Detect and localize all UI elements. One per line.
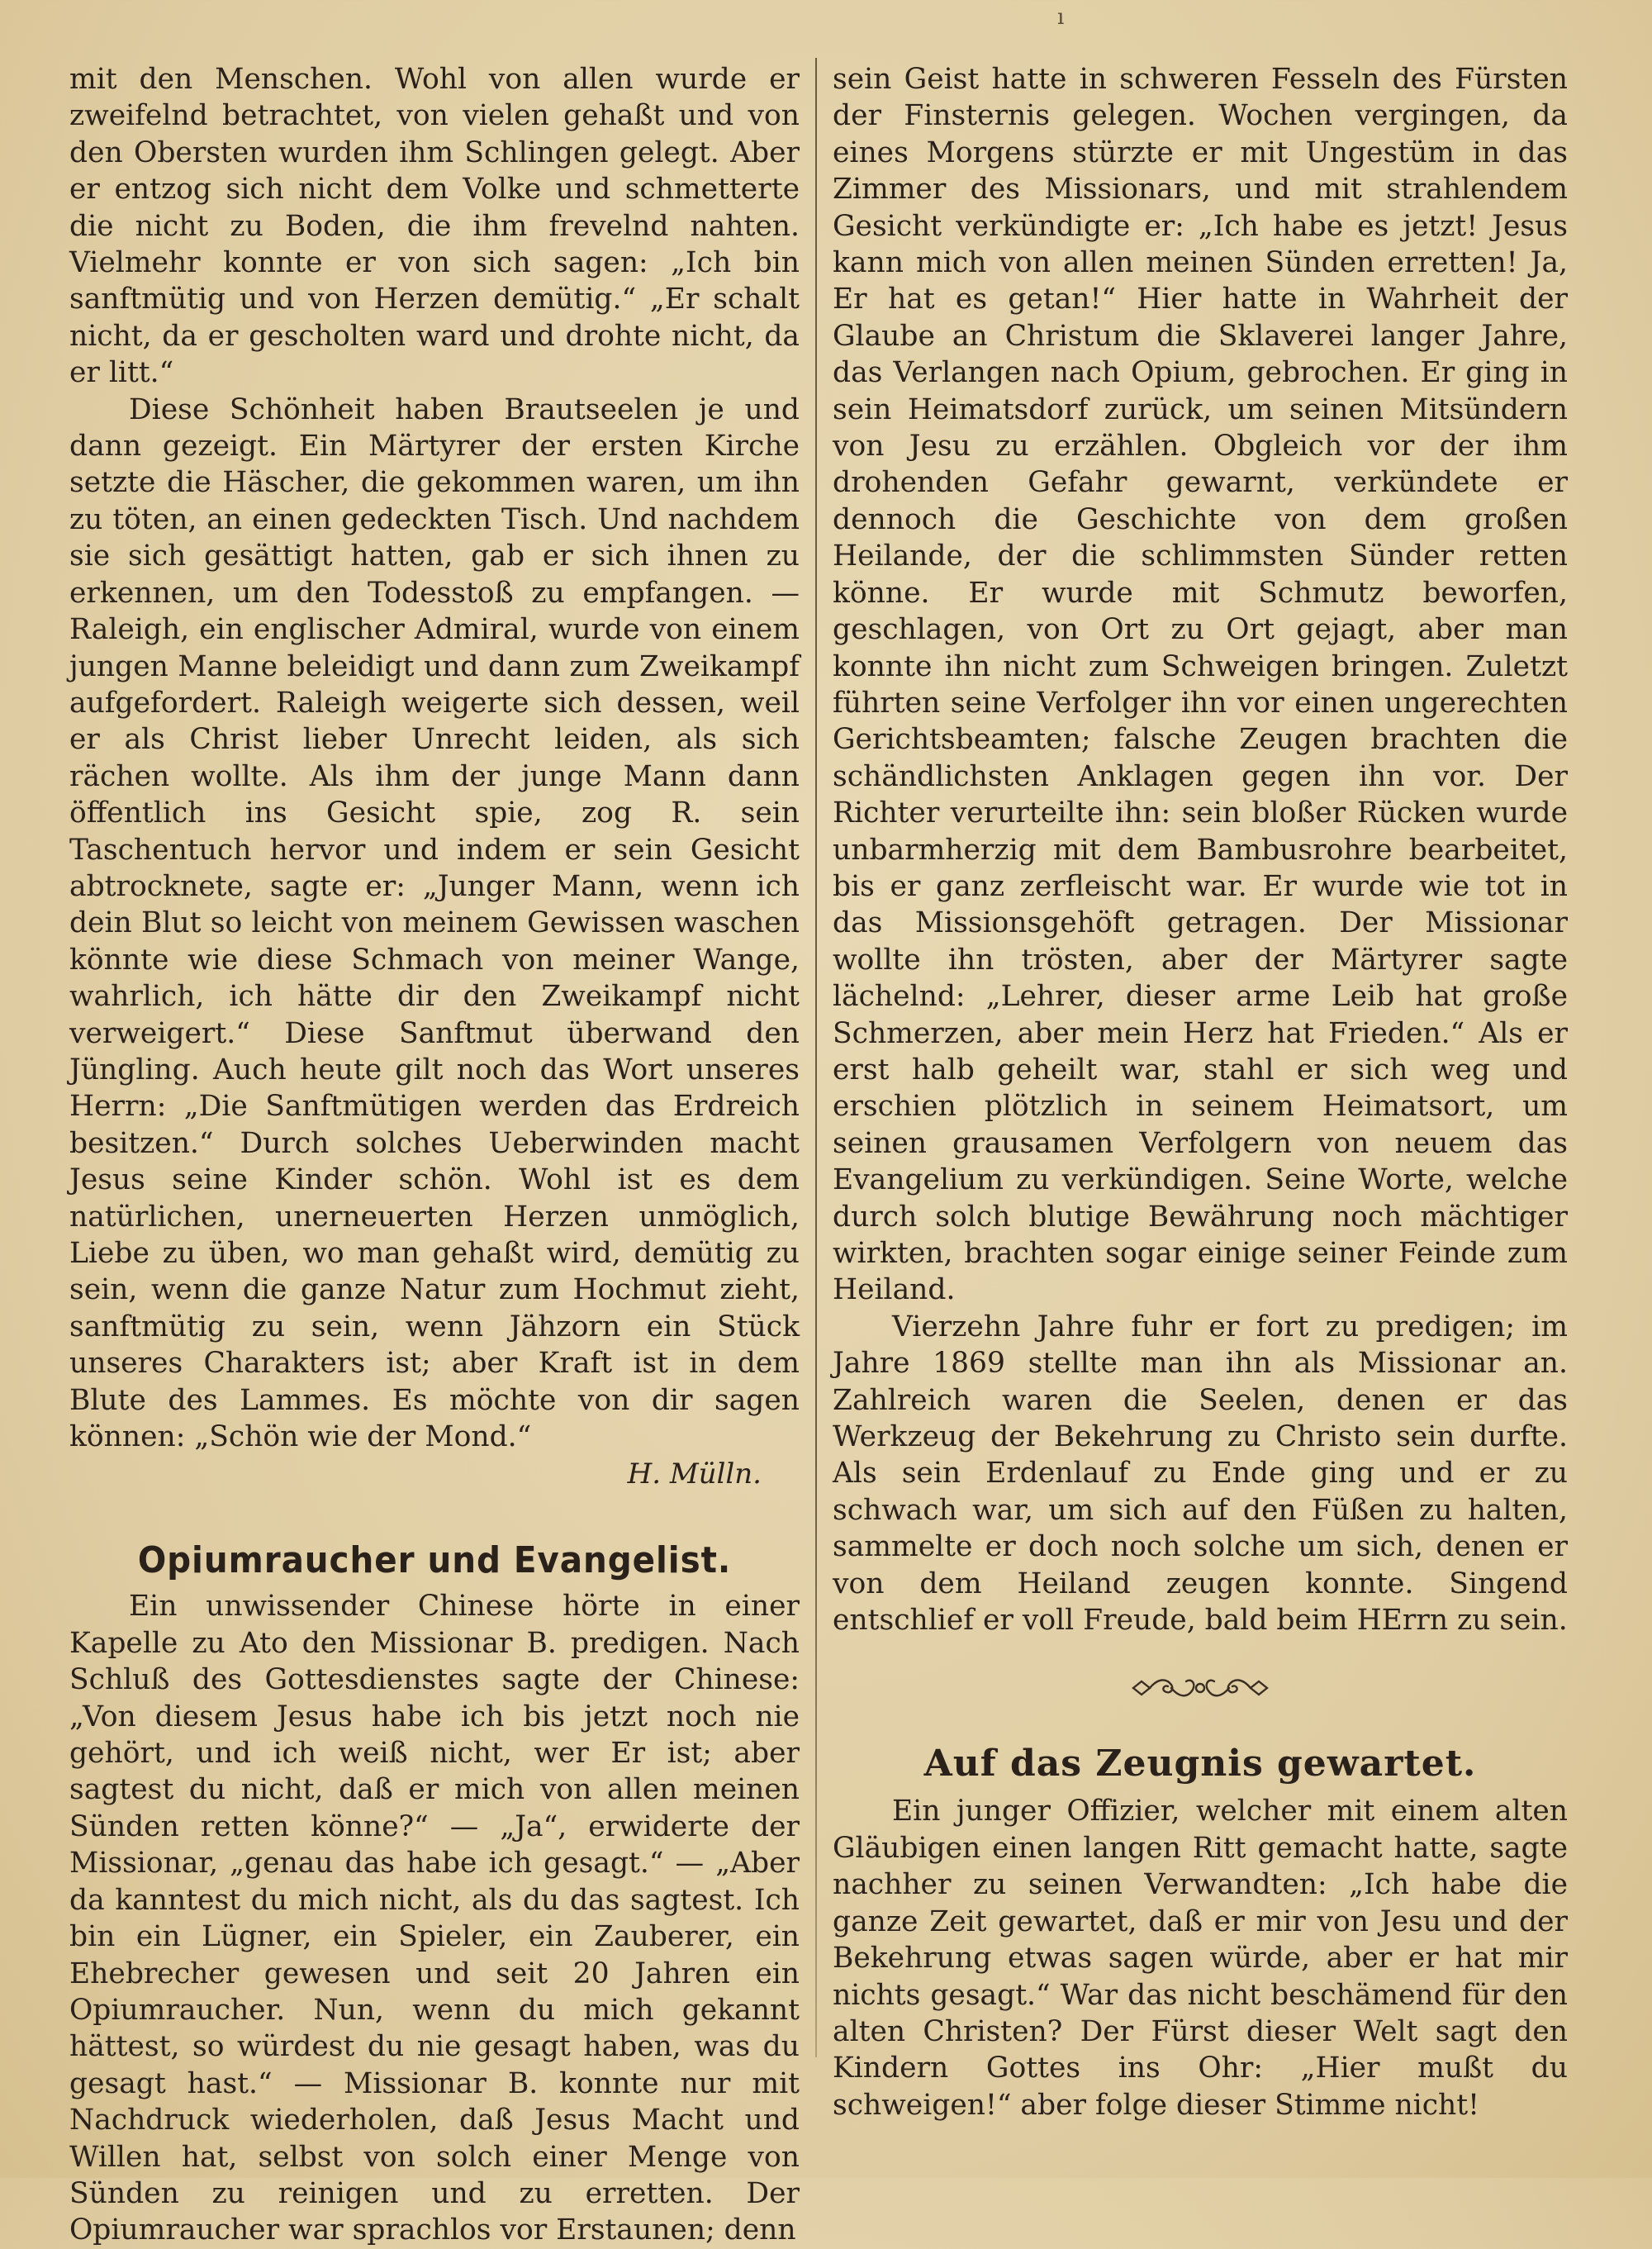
left-paragraph-3: Ein unwissender Chinese hörte in einer Kapelle zu Ato den Missionar B. predigen. Nach Schluß des Gottesdienstes sagte der Chinese: „Von diesem Jesus habe ich bis jetzt noch nie gehört, und ich weiß nicht, wer Er ist; aber sagtest du nicht, daß er mich von allen meinen Sünden retten könne?“ — „Ja“, erwiderte der Missionar, „genau das habe ich gesagt.“ — „Aber da kanntest du mich nicht, als du das sagtest. Ich bin ein Lügner, ein Spieler, ein Zauberer, ein Ehebrecher gewesen und seit 20 Jahren ein Opiumraucher. Nun, wenn du mich gekannt hättest, so würdest du nie gesagt haben, was du gesagt hast.“ — Missionar B. konnte nur mit Nachdruck wiederholen, daß Jesus Macht und Willen hat, selbst von solch einer Menge von Sünden zu reinigen und zu erretten. Der Opiumraucher war sprachlos vor Erstaunen; denn xyxy=(69,1590,800,2247)
flourish-ornament-icon xyxy=(833,1671,1568,1705)
left-paragraph-2: Diese Schönheit haben Brautseelen je und dann gezeigt. Ein Märtyrer der ersten Kirche setzte die Häscher, die gekommen waren, um ihn zu töten, an einen gedeckten Tisch. Und nachdem sie sich gesättigt hatten, gab er sich ihnen zu erkennen, um den Todesstoß zu empfangen. — Raleigh, ein englischer Admiral, wurde von einem jungen Manne beleidigt und dann zum Zweikampf aufgefordert. Raleigh weigerte sich dessen, weil er als Christ lieber Unrecht leiden, als sich rächen wollte. Als ihm der junge Mann dann öffentlich ins Gesicht spie, zog R. sein Taschentuch hervor und indem er sein Gesicht abtrocknete, sagte er: „Junger Mann, wenn ich dein Blut so leicht von meinem Gewissen waschen könnte wie diese Schmach von meiner Wange, wahrlich, ich hätte dir den Zweikampf nicht verweigert.“ Diese Sanftmut überwand den Jüngling. Auch heute gilt noch das Wort unseres Herrn: „Die Sanftmütigen werden das Erdreich besitzen.“ Durch solches Ueberwinden macht Jesus seine Kinder schön. Wohl ist es dem natürlichen, unerneuerten Herzen unmöglich, Liebe zu üben, wo man gehaßt wird, demütig zu sein, wenn die ganze Natur zum Hochmut zieht, sanftmütig zu sein, wenn Jähzorn ein Stück unseres Charakters ist; aber Kraft ist in dem Blute des Lammes. Es möchte von dir sagen können: „Schön wie der Mond.“ xyxy=(69,392,800,1454)
right-column xyxy=(833,61,1568,2123)
left-column xyxy=(69,61,800,2249)
right-paragraph-1: sein Geist hatte in schweren Fesseln des Fürsten der Finsternis gelegen. Wochen vergingen, da eines Morgens stürzte er mit Ungestüm in das Zimmer des Missionars, und mit strahlendem Gesicht verkündigte er: „Ich habe es jetzt! Jesus kann mich von allen meinen Sünden erretten! Ja, Er hat es getan!“ Hier hatte in Wahrheit der Glaube an Christum die Sklaverei langer Jahre, das Verlangen nach Opium, gebrochen. Er ging in sein Heimatsdorf zurück, um seinen Mitsündern von Jesu zu erzählen. Obgleich vor der ihm drohenden Gefahr gewarnt, verkündete er dennoch die Geschichte von dem großen Heilande, der die schlimmsten Sünder retten könne. Er wurde mit Schmutz beworfen, geschlagen, von Ort zu Ort gejagt, aber man konnte ihn nicht zum Schweigen bringen. Zuletzt führten seine Verfolger ihn vor einen ungerechten Gerichtsbeamten; falsche Zeugen brachten die schändlichsten Anklagen gegen ihn vor. Der Richter verurteilte ihn: sein bloßer Rücken wurde unbarmherzig mit dem Bambusrohre bearbeitet, bis er ganz zerfleischt war. Er wurde wie tot in das Missionsgehöft getragen. Der Missionar wollte ihn trösten, aber der Märtyrer sagte lächelnd: „Lehrer, dieser arme Leib hat große Schmerzen, aber mein Herz hat Frieden.“ Als er erst halb geheilt war, stahl er sich weg und erschien plötzlich in seinem Heimatsort, um seinen grausamen Verfolgern von neuem das Evangelium zu verkündigen. Seine Worte, welche durch solch blutige Bewährung noch mächtiger wirkten, brachten sogar einige seiner Feinde zum Heiland. xyxy=(833,63,1568,1307)
article-heading-opiumraucher: Opiumraucher und Evangelist. xyxy=(137,1539,732,1582)
page-mark: ı xyxy=(1057,5,1065,30)
article-heading-zeugnis: Auf das Zeugnis gewartet. xyxy=(923,1743,1477,1785)
left-paragraph-1: mit den Menschen. Wohl von allen wurde er zweifelnd betrachtet, von vielen gehaßt und von den Obersten wurden ihm Schlingen gelegt. Aber er entzog sich nicht dem Volke und schmetterte die nicht zu Boden, die ihm frevelnd nahten. Vielmehr konnte er von sich sagen: „Ich bin sanftmütig und von Herzen demütig.“ „Er schalt nicht, da er gescholten ward und drohte nicht, da er litt.“ xyxy=(69,63,800,390)
column-divider xyxy=(815,58,817,2057)
right-paragraph-3: Ein junger Offizier, welcher mit einem alten Gläubigen einen langen Ritt gemacht hatte, sagte nachher zu seinen Verwandten: „Ich habe die ganze Zeit gewartet, daß er mir von Jesu und der Bekehrung etwas sagen würde, aber er hat mir nichts gesagt.“ War das nicht beschämend für den alten Christen? Der Fürst dieser Welt sagt den Kindern Gottes ins Ohr: „Hier mußt du schweigen!“ aber folge dieser Stimme nicht! xyxy=(833,1795,1568,2122)
ornament-svg xyxy=(1130,1673,1270,1703)
right-paragraph-2: Vierzehn Jahre fuhr er fort zu predigen; im Jahre 1869 stellte man ihn als Missionar an. Zahlreich waren die Seelen, denen er das Werkzeug der Bekehrung zu Christo sein durfte. Als sein Erdenlauf zu Ende ging und er zu schwach war, um sich auf den Füßen zu halten, sammelte er doch noch solche um sich, denen er von dem Heiland zeugen konnte. Singend entschlief er voll Freude, bald beim HErrn zu sein. xyxy=(833,1310,1568,1638)
author-signature: H. Mülln. xyxy=(627,1457,762,1491)
